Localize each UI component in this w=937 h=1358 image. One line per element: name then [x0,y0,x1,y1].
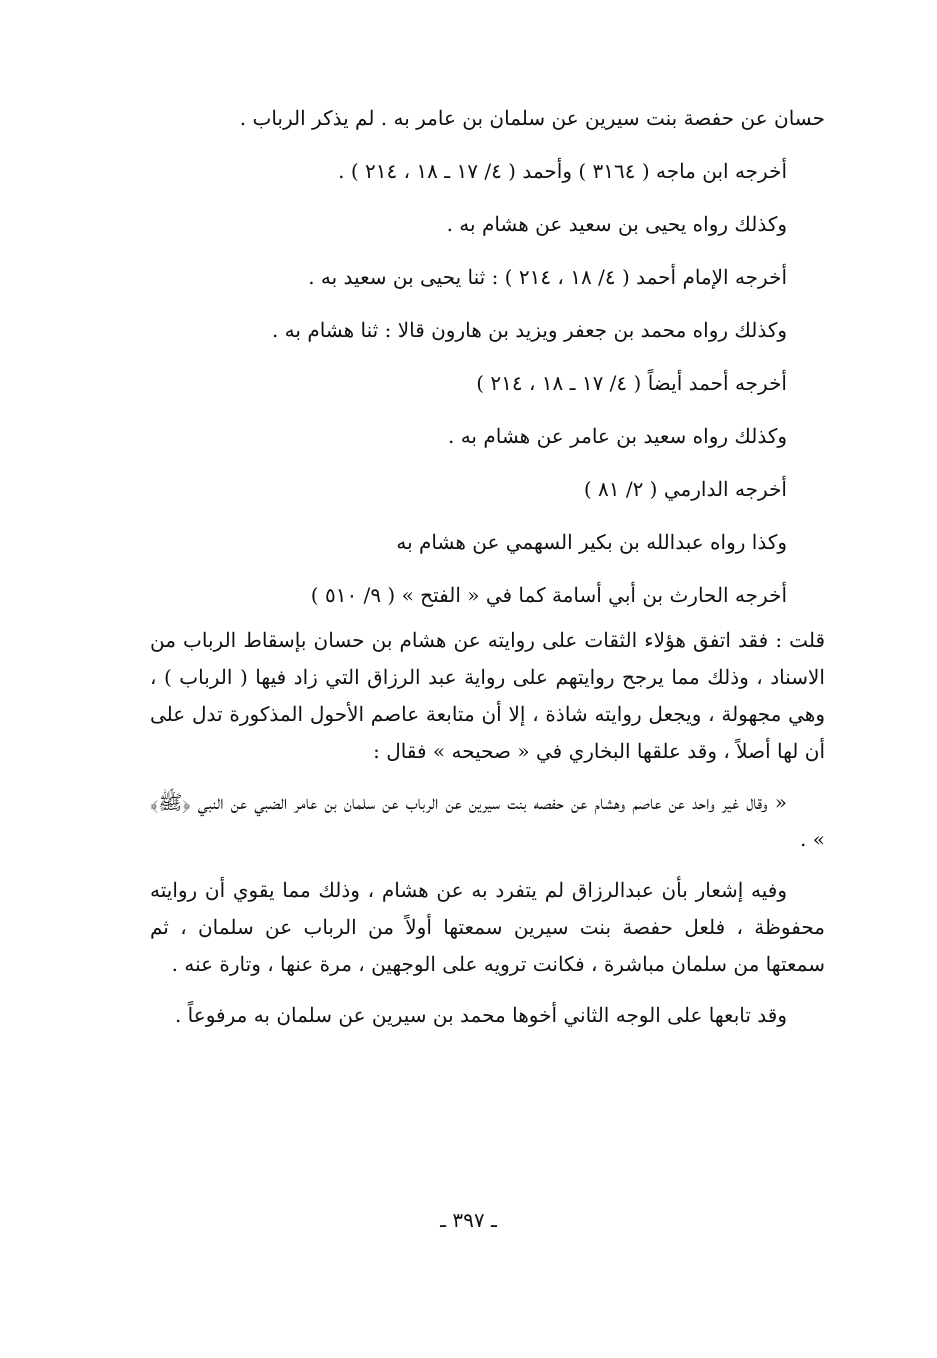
paragraph: وقد تابعها على الوجه الثاني أخوها محمد بن سيرين عن سلمان به مرفوعاً . [174,1003,787,1027]
text-line: وكذا رواه عبدالله بن بكير السهمي عن هشام به [396,530,787,554]
paragraph: وفيه إشعار بأن عبدالرزاق لم يتفرد به عن هشام ، وذلك مما يقوي أن روايته محفوظة ، فلعل حفصة بنت سيرين سمعتها أولاً من الرباب عن سلمان ، ثم سمعتها من سلمان مباشرة ، فكانت ترويه على الوجهين ، مرة عنها ، وتارة عنه . [150,878,825,976]
text-line: أخرجه أحمد أيضاً ( ٤/ ١٧ ـ ١٨ ، ٢١٤ ) [476,371,787,395]
text-line: حسان عن حفصة بنت سيرين عن سلمان بن عامر به . لم يذكر الرباب . [239,106,825,130]
paragraph: قلت : فقد اتفق هؤلاء الثقات على روايته عن هشام بن حسان بإسقاط الرباب من الاسناد ، وذلك مما يرجح روايتهم على رواية عبد الرزاق التي زاد فيها ( الرباب ) ، وهي مجهولة ، ويجعل روايته شاذة ، إلا أن متابعة عاصم الأحول المذكورة تدل على أن لها أصلاً ، وقد علقها البخاري في « صحيحه » فقال : [150,628,825,763]
text-line: أخرجه الحارث بن أبي أسامة كما في « الفتح » ( ٩/ ٥١٠ ) [310,583,787,607]
text-line: أخرجه الإمام أحمد ( ٤/ ١٨ ، ٢١٤ ) : ثنا يحيى بن سعيد به . [308,265,787,289]
paragraph-quote: « وقال غير واحد عن عاصم وهشام عن حفصه بنت سيرين عن الرباب عن سلمان بن عامر الضبي عن النبي ﴿ﷺ﴾ » . [150,790,825,851]
text-line: أخرجه ابن ماجه ( ٣١٦٤ ) وأحمد ( ٤/ ١٧ ـ ١٨ ، ٢١٤ ) . [338,159,787,183]
text-line: أخرجه الدارمي ( ٢/ ٨١ ) [583,477,787,501]
text-line: وكذلك رواه يحيى بن سعيد عن هشام به . [446,212,787,236]
text-line: وكذلك رواه محمد بن جعفر ويزيد بن هارون قالا : ثنا هشام به . [271,318,787,342]
text-line: وكذلك رواه سعيد بن عامر عن هشام به . [447,424,787,448]
body-text [150,92,825,1034]
page-number: ـ ٣٩٧ ـ [440,1208,497,1232]
